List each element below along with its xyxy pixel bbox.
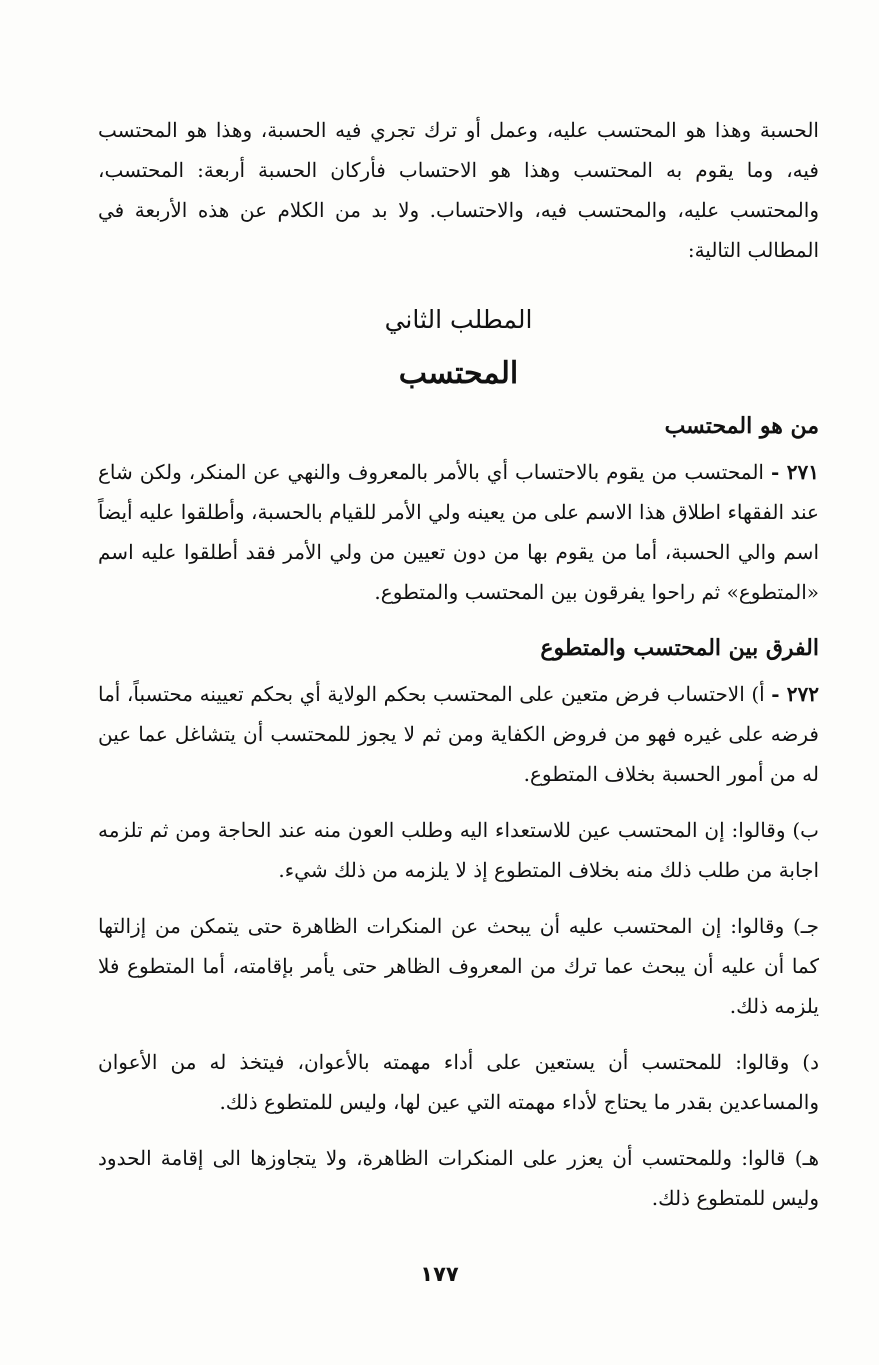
page-number: ١٧٧ [420,1262,459,1286]
paragraph-272-a [98,674,819,794]
subheading-difference: الفرق بين المحتسب والمتطوع [540,635,819,661]
subheading-who-is-muhtasib: من هو المحتسب [664,413,819,439]
paragraph-272-d: د) وقالوا: للمحتسب أن يستعين على أداء مهمته بالأعوان، فيتخذ له من الأعوان والمساعدين بقدر ما يحتاج لأداء مهمته التي عين لها، وليس للمتطوع ذلك. [98,1050,819,1114]
paragraph-number: ٢٧١ - [770,460,820,484]
paragraph-271 [98,452,819,612]
paragraph-272-b: ب) وقالوا: إن المحتسب عين للاستعداء اليه وطلب العون منه عند الحاجة ومن ثم تلزمه اجابة من طلب ذلك منه بخلاف المتطوع إذ لا يلزمه من ذلك شيء. [98,818,819,882]
paragraph-text: أ) الاحتساب فرض متعين على المحتسب بحكم الولاية أي بحكم تعيينه محتسباً، أما فرضه على غيره فهو من فروض الكفاية ومن ثم لا يجوز للمحتسب أن يتشاغل عما عين له من أمور الحسبة بخلاف المتطوع. [98,682,819,786]
paragraph-272-e: هـ) قالوا: وللمحتسب أن يعزر على المنكرات الظاهرة، ولا يتجاوزها الى إقامة الحدود وليس للمتطوع ذلك. [98,1146,819,1210]
page-content [98,110,819,1234]
section-title: المطلب الثاني [384,305,533,334]
intro-paragraph: الحسبة وهذا هو المحتسب عليه، وعمل أو ترك تجري فيه الحسبة، وهذا هو المحتسب فيه، وما يقوم به المحتسب وهذا هو الاحتساب فأركان الحسبة أربعة: المحتسب، والمحتسب عليه، والمحتسب فيه، والاحتساب. ولا بد من الكلام عن هذه الأربعة في المطالب التالية: [98,118,819,262]
section-name: المحتسب [398,356,519,391]
paragraph-number: ٢٧٢ - [771,682,819,706]
paragraph-272-c: جـ) وقالوا: إن المحتسب عليه أن يبحث عن المنكرات الظاهرة حتى يتمكن من إزالتها كما أن عليه أن يبحث عما ترك من المعروف الظاهر حتى يأمر بإقامته، أما المتطوع فلا يلزمه ذلك. [98,914,819,1018]
paragraph-text: المحتسب من يقوم بالاحتساب أي بالأمر بالمعروف والنهي عن المنكر، ولكن شاع عند الفقهاء اطلاق هذا الاسم على من يعينه ولي الأمر للقيام بالحسبة، وأطلقوا عليه أيضاً اسم والي الحسبة، أما من يقوم بها من دون تعيين من ولي الأمر فقد أطلقوا عليه اسم «المتطوع» ثم راحوا يفرقون بين المحتسب والمتطوع. [98,460,819,604]
